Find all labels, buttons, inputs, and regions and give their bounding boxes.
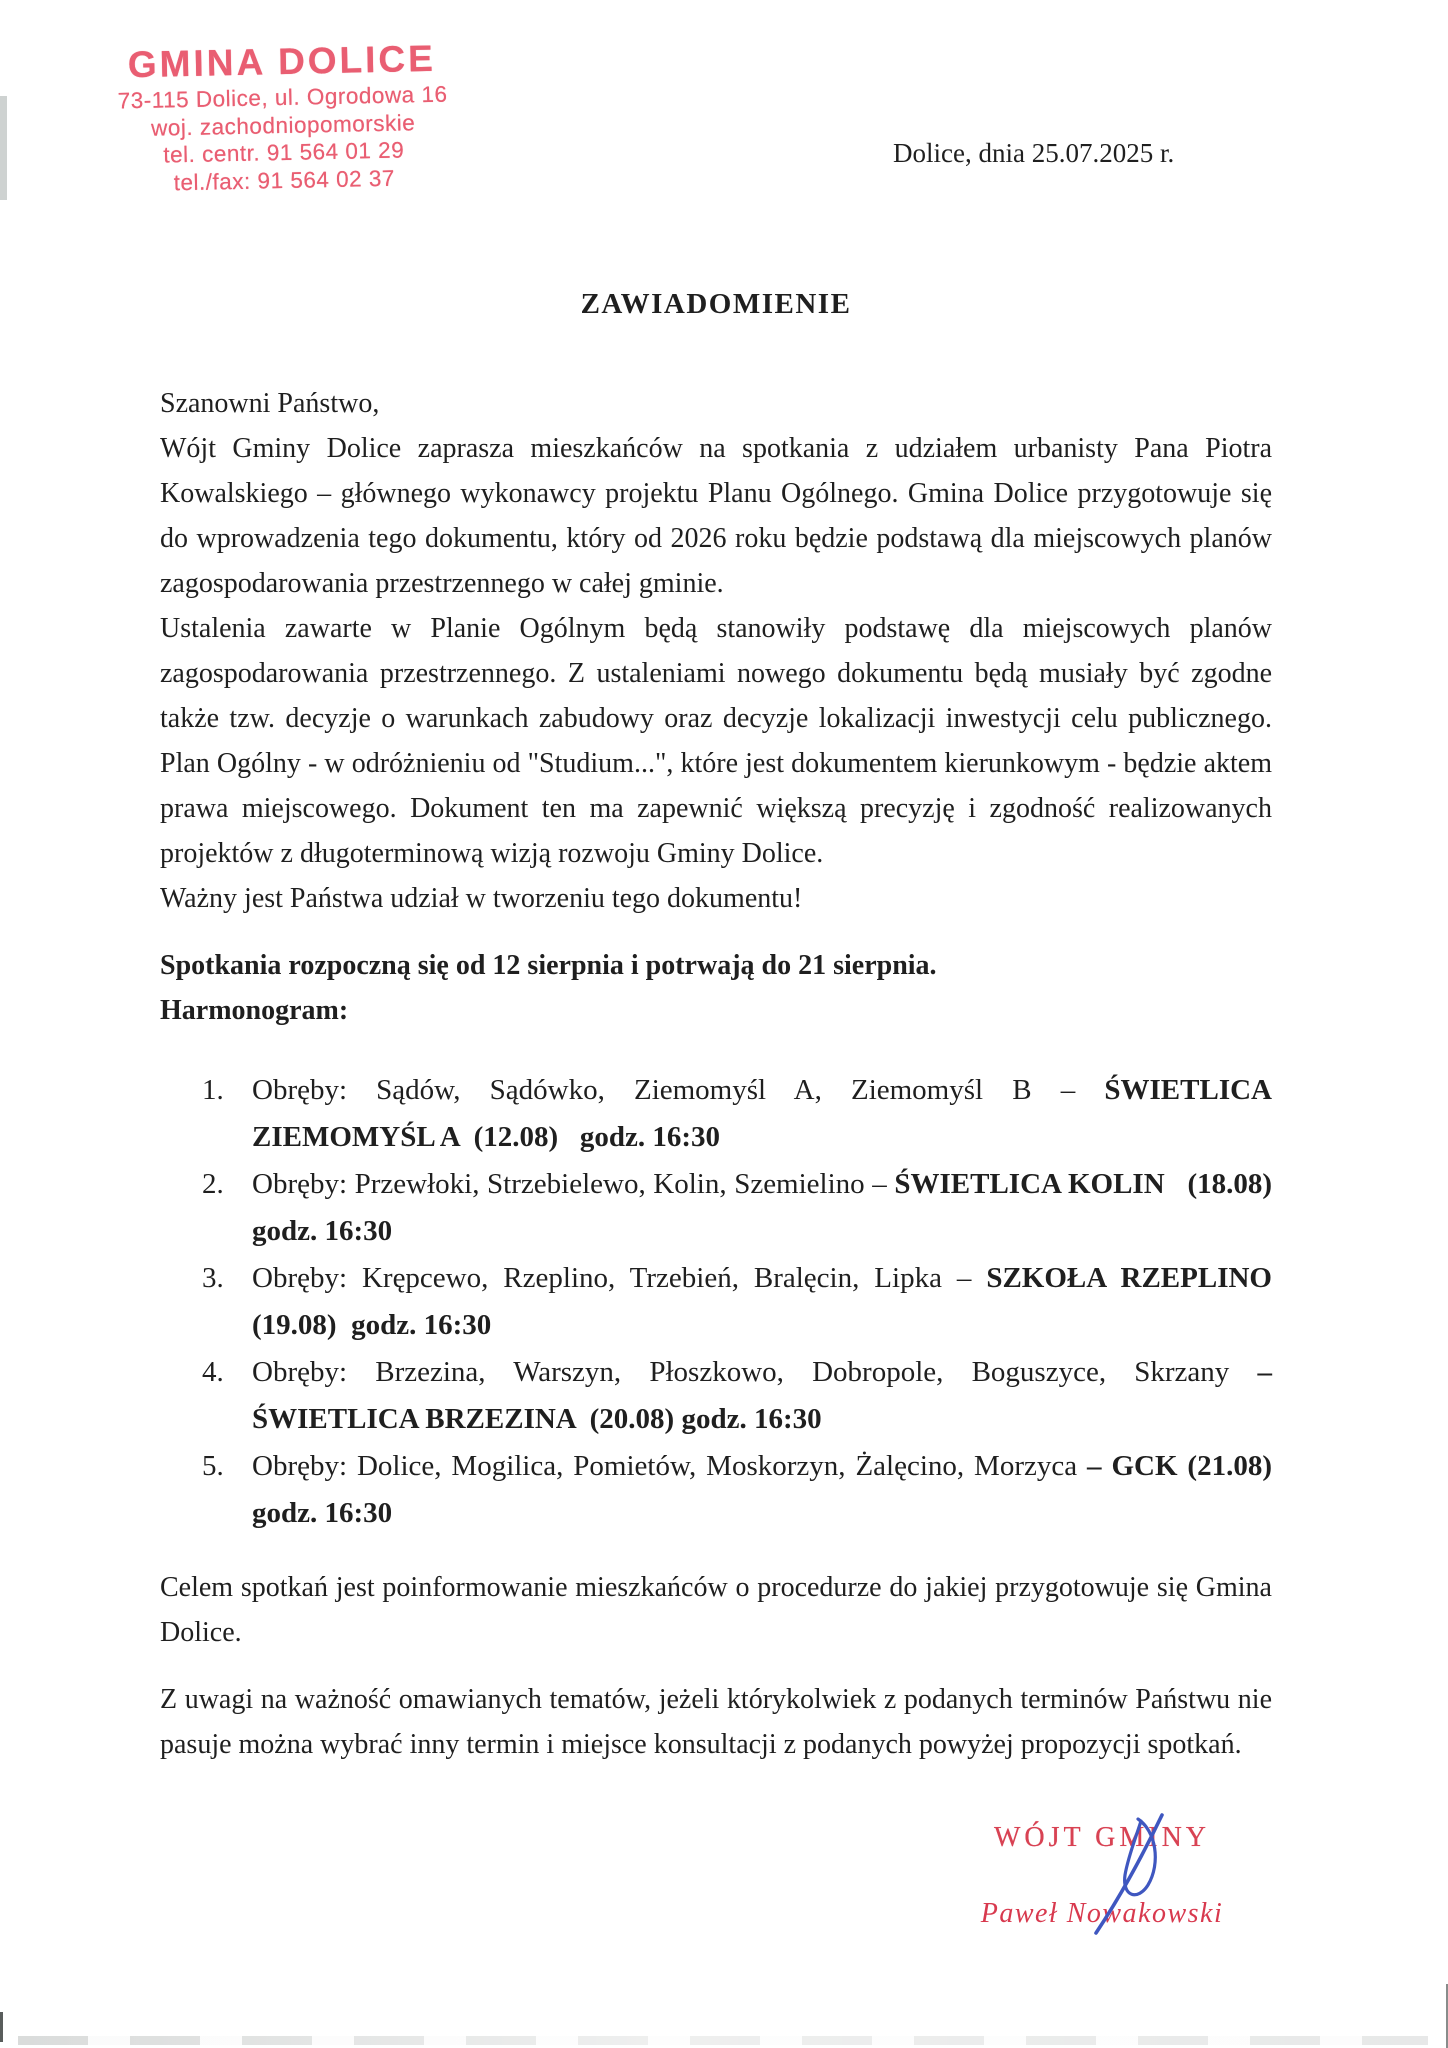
- office-stamp: [66, 36, 499, 199]
- scan-artifact-left-edge: [0, 96, 7, 200]
- item-areas: Obręby: Brzezina, Warszyn, Płoszkowo, Dobropole, Boguszyce, Skrzany: [252, 1356, 1258, 1388]
- item-text: [252, 1443, 1294, 1537]
- schedule-item: [160, 1161, 1287, 1255]
- item-venue: – GCK (21.08) godz. 16:30: [252, 1450, 1294, 1529]
- schedule-intro-block: [160, 943, 1272, 1033]
- item-areas: Obręby: Dolice, Mogilica, Pomietów, Moskorzyn, Żalęcino, Morzyca: [252, 1450, 1088, 1482]
- closing-paragraph-1: Celem spotkań jest poinformowanie mieszkańców o procedurze do jakiej przygotowuje się Gmina Dolice.: [160, 1572, 1272, 1648]
- schedule-label: Harmonogram:: [160, 995, 349, 1026]
- paragraph-1: Wójt Gminy Dolice zaprasza mieszkańców na spotkania z udziałem urbanisty Pana Piotra Kowalskiego – głównego wykonawcy projektu Planu Ogólnego. Gmina Dolice przygotowuje się do wprowadzenia tego dokumentu, który od 2026 roku będzie podstawą dla miejscowych planów zagospodarowania przestrzennego w całej gminie.: [160, 433, 1272, 599]
- item-venue: – ŚWIETLICA BRZEZINA (20.08) godz. 16:30: [252, 1356, 1280, 1435]
- paragraph-highlight: Ważny jest Państwa udział w tworzeniu tego dokumentu!: [160, 883, 803, 914]
- stamp-address: 73-115 Dolice, ul. Ogrodowa 16: [117, 81, 448, 114]
- item-text: [252, 1067, 1280, 1161]
- stamp-org-name: GMINA DOLICE: [127, 37, 437, 86]
- item-number: 4.: [202, 1356, 224, 1388]
- item-text: [252, 1349, 1280, 1443]
- item-number: 1.: [202, 1074, 224, 1106]
- schedule-item: [160, 1443, 1294, 1537]
- scan-artifact-left-corner: [0, 2012, 3, 2042]
- item-areas: Obręby: Krępcewo, Rzeplino, Trzebień, Bralęcin, Lipka –: [252, 1262, 987, 1294]
- schedule-item: [160, 1067, 1280, 1161]
- closing-paragraph-2: Z uwagi na ważność omawianych tematów, jeżeli którykolwiek z podanych terminów Państwu nie pasuje można wybrać inny termin i miejsce konsultacji z podanych powyżej propozycji spotkań.: [160, 1684, 1272, 1760]
- item-number: 5.: [202, 1450, 224, 1482]
- stamp-fax: tel./fax: 91 564 02 37: [173, 165, 396, 195]
- letter-body: [160, 288, 1294, 1931]
- schedule-list: [160, 1067, 1294, 1537]
- item-areas: Obręby: Przewłoki, Strzebielewo, Kolin, Szemielino –: [252, 1168, 895, 1200]
- item-venue: ŚWIETLICA KOLIN (18.08) godz. 16:30: [252, 1168, 1287, 1247]
- date-line: Dolice, dnia 25.07.2025 r.: [893, 138, 1175, 168]
- schedule-item: [160, 1255, 1294, 1349]
- item-venue: SZKOŁA RZEPLINO (19.08) godz. 16:30: [252, 1262, 1294, 1341]
- document-title: ZAWIADOMIENIE: [580, 288, 852, 320]
- scan-artifact-bottom-fade: [18, 2036, 1428, 2045]
- schedule-intro: Spotkania rozpoczną się od 12 sierpnia i potrwają do 21 sierpnia.: [160, 950, 937, 981]
- item-venue: ŚWIETLICA ZIEMOMYŚL A (12.08) godz. 16:30: [252, 1074, 1280, 1153]
- salutation: Szanowni Państwo,: [160, 388, 380, 419]
- signature-block: [952, 1821, 1252, 1931]
- paragraph-2: Ustalenia zawarte w Planie Ogólnym będą stanowiły podstawę dla miejscowych planów zagospodarowania przestrzennego. Z ustaleniami nowego dokumentu będą musiały być zgodne także tzw. decyzje o warunkach zabudowy oraz decyzje lokalizacji inwestycji celu publicznego. Plan Ogólny - w odróżnieniu od "Studium...", które jest dokumentem kierunkowym - będzie aktem prawa miejscowego. Dokument ten ma zapewnić większą precyzję i zgodność realizowanych projektów z długoterminową wizją rozwoju Gminy Dolice.: [160, 613, 1272, 869]
- item-areas: Obręby: Sądów, Sądówko, Ziemomyśl A, Ziemomyśl B –: [252, 1074, 1105, 1106]
- item-text: [252, 1161, 1287, 1255]
- item-number: 3.: [202, 1262, 224, 1294]
- stamp-phone: tel. centr. 91 564 01 29: [163, 137, 405, 168]
- item-number: 2.: [202, 1168, 224, 1200]
- signature-name: Paweł Nowakowski: [980, 1898, 1224, 1929]
- stamp-voivodeship: woj. zachodniopomorskie: [150, 109, 416, 141]
- schedule-item: [160, 1349, 1280, 1443]
- signature-title: WÓJT GMINY: [993, 1822, 1211, 1853]
- item-text: [252, 1255, 1294, 1349]
